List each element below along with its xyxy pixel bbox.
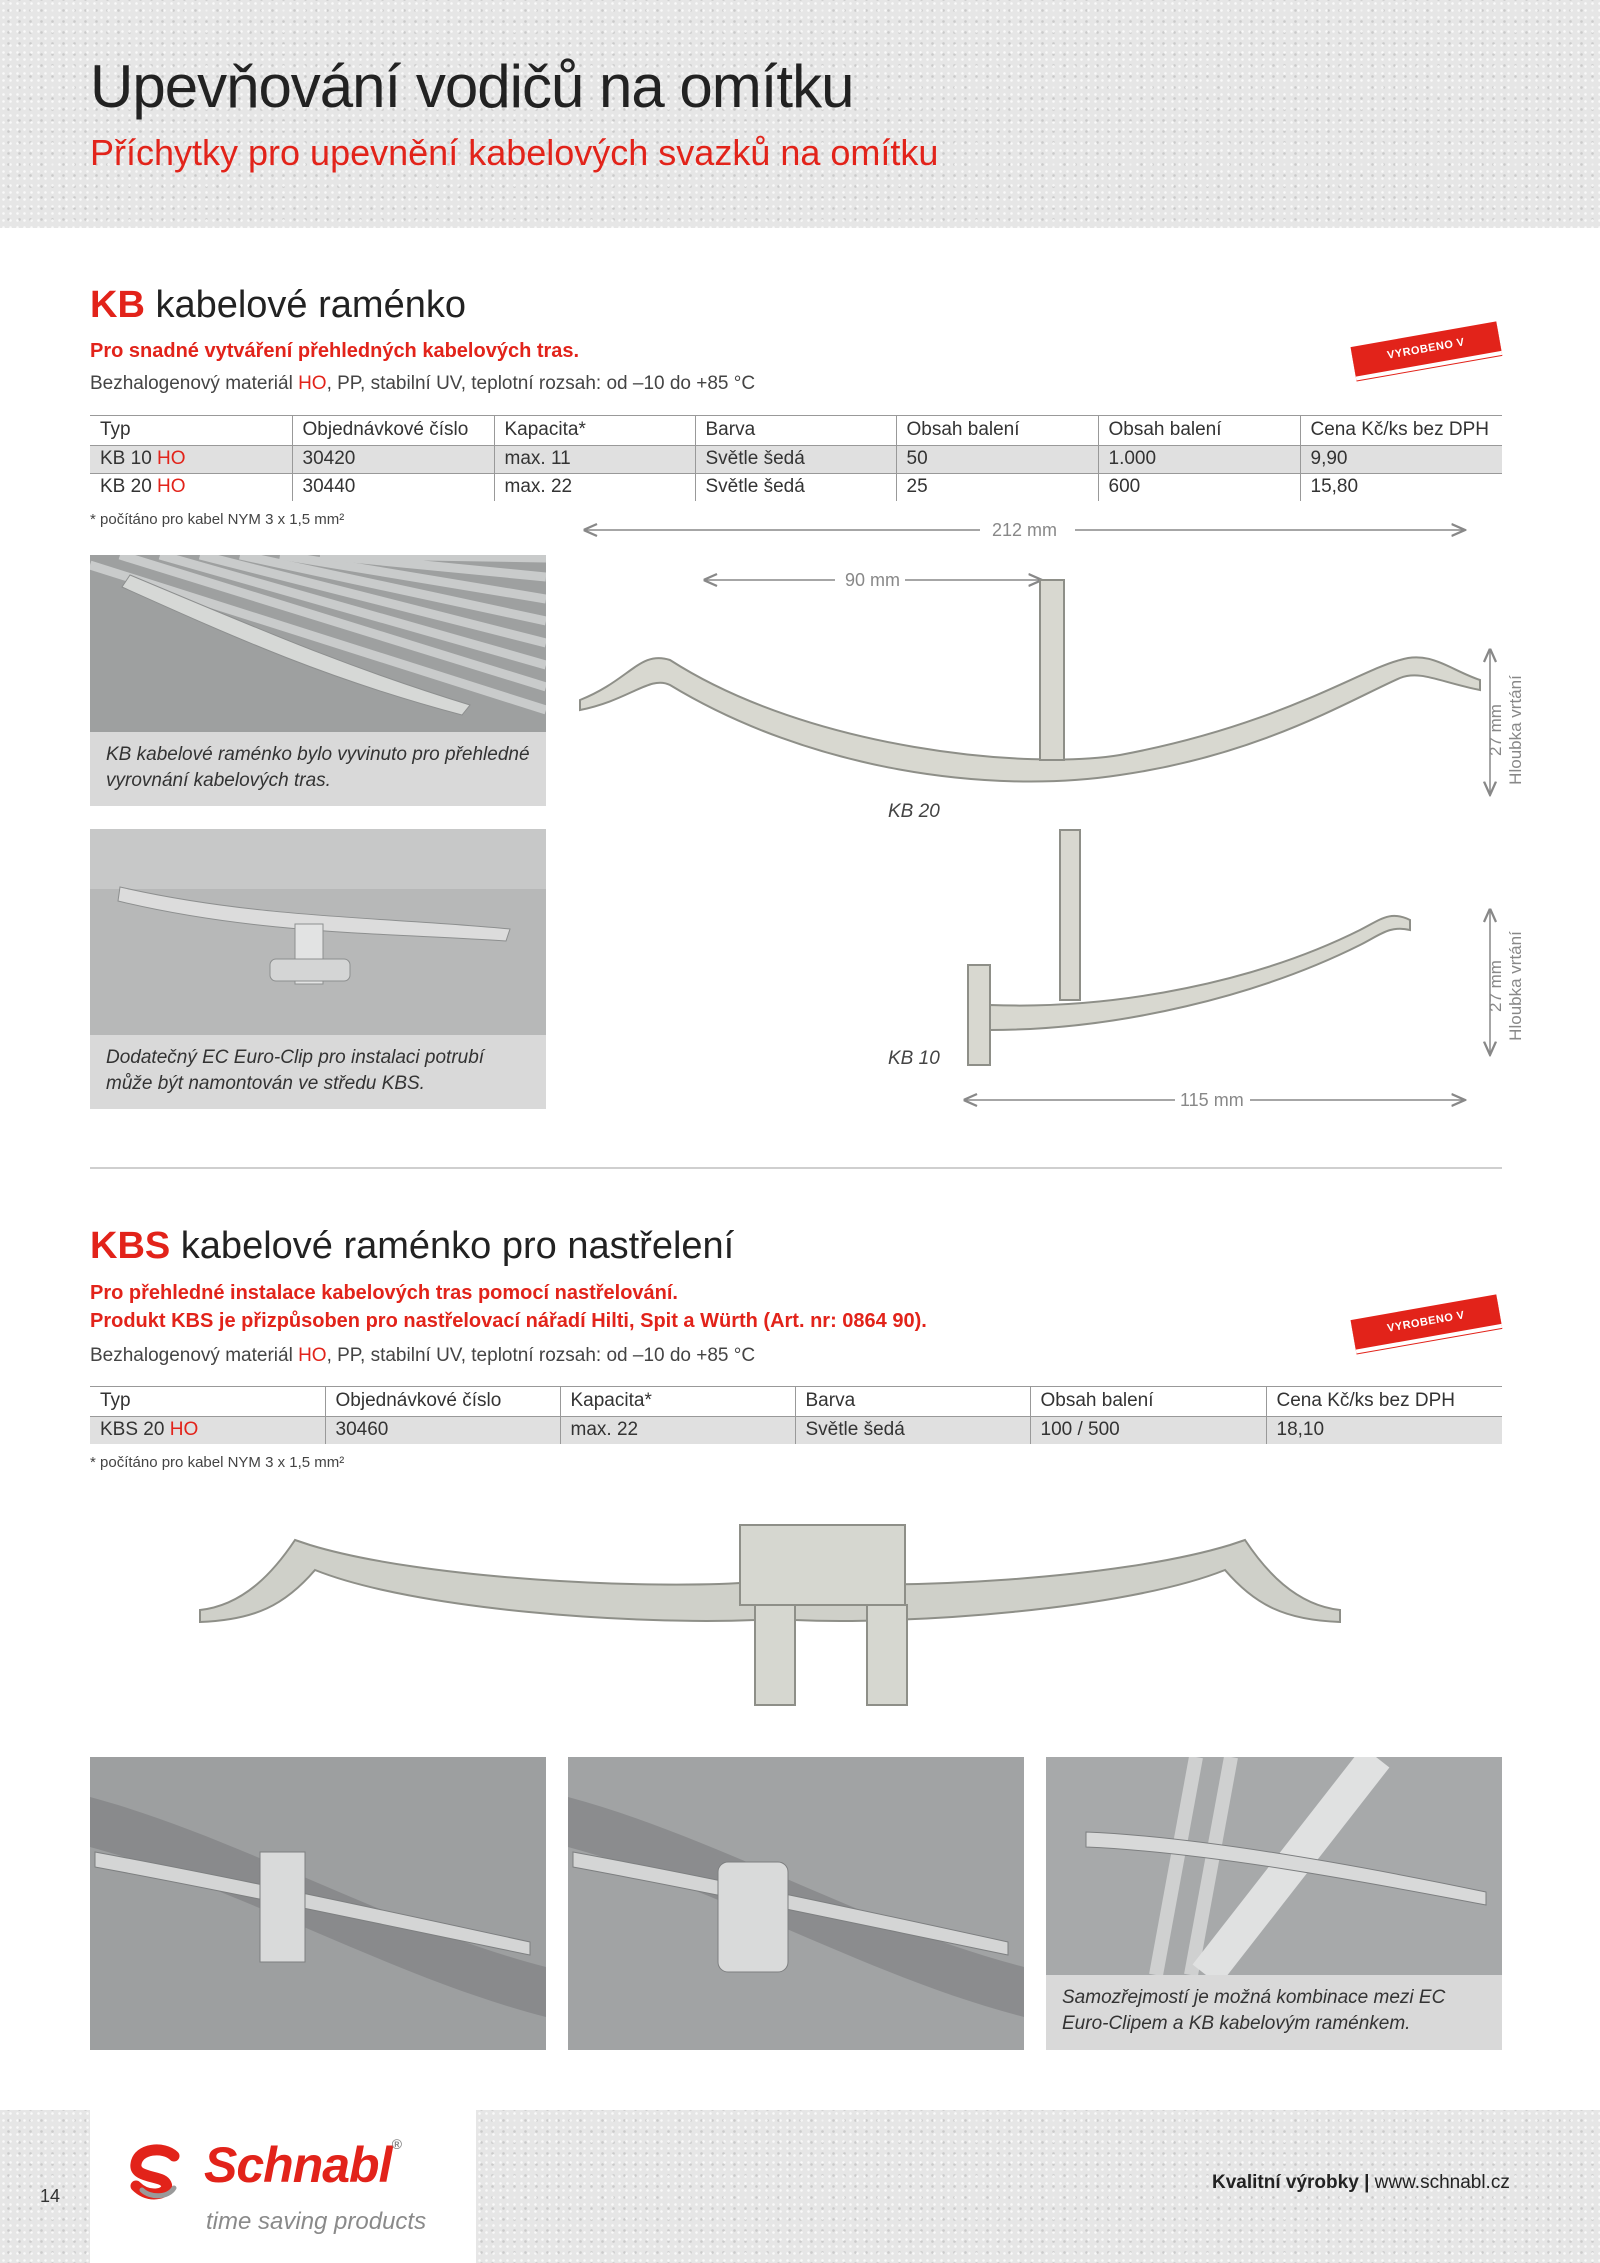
kbs-material-ho: HO xyxy=(298,1345,327,1366)
kb-photo-ceiling-caption: KB kabelové raménko bylo vyvinuto pro přehledné vyrovnání kabelových tras. xyxy=(90,732,546,806)
page-subtitle: Příchytky pro upevnění kabelových svazků na omítku xyxy=(90,132,939,173)
kbs-name: kabelové raménko pro nastřelení xyxy=(180,1225,735,1267)
brand-slogan: time saving products xyxy=(206,2208,427,2235)
cell-kapacita: max. 11 xyxy=(494,446,695,474)
kbs-material-suffix: , PP, stabilní UV, teplotní rozsah: od –10 do +85 °C xyxy=(326,1345,756,1366)
cell-cislo: 30460 xyxy=(325,1417,560,1445)
table-row xyxy=(90,1417,1502,1445)
cell-cena: 15,80 xyxy=(1300,474,1502,502)
depth-1-label: Hloubka vrtání xyxy=(1506,675,1525,785)
cell-cislo: 30440 xyxy=(292,474,494,502)
depth-1-value: 27 mm xyxy=(1486,704,1505,756)
kb-tagline: Pro snadné vytváření přehledných kabelových tras. xyxy=(90,340,580,362)
cell-typ xyxy=(90,446,292,474)
kbs-th-kapacita: Kapacita* xyxy=(560,1387,795,1417)
cell-obsah1: 25 xyxy=(896,474,1098,502)
section-divider xyxy=(90,1167,1502,1169)
kbs-photo-concrete-2 xyxy=(568,1757,1024,2050)
made-in-austria-badge: VYROBENO V RAKOUSKU xyxy=(1351,1294,1502,1349)
kb-table-header xyxy=(90,416,1502,446)
kb-th-kapacita: Kapacita* xyxy=(494,416,695,446)
cell-cislo: 30420 xyxy=(292,446,494,474)
dim-depth-2 xyxy=(1486,916,1526,1056)
cell-obsah2: 600 xyxy=(1098,474,1300,502)
kb20-label: KB 20 xyxy=(888,801,940,822)
euroclip-illustration xyxy=(90,829,546,1035)
cell-barva: Světle šedá xyxy=(695,474,896,502)
kb-footnote: * počítáno pro kabel NYM 3 x 1,5 mm² xyxy=(90,511,345,528)
kb-material-prefix: Bezhalogenový materiál xyxy=(90,373,299,394)
kbs-photo-concrete-1 xyxy=(90,1757,546,2050)
kb-photo-ceiling xyxy=(90,555,546,732)
ho-mark: HO xyxy=(157,448,186,469)
kb-material-suffix: , PP, stabilní UV, teplotní rozsah: od –10 do +85 °C xyxy=(326,373,756,394)
cell-kapacita: max. 22 xyxy=(560,1417,795,1445)
kb-photo-euroclip xyxy=(90,829,546,1035)
cell-obsah1: 50 xyxy=(896,446,1098,474)
footer-separator: | xyxy=(1364,2172,1370,2193)
dim-half-length: 90 mm xyxy=(845,570,901,590)
depth-2-label: Hloubka vrtání xyxy=(1506,931,1525,1041)
kbs-section-heading xyxy=(90,1225,734,1268)
website-link[interactable]: www.schnabl.cz xyxy=(1374,2172,1510,2193)
kbs-tagline-1: Pro přehledné instalace kabelových tras pomocí nastřelování. xyxy=(90,1282,678,1304)
kbs-code: KBS xyxy=(90,1225,171,1267)
kb-th-obsah1: Obsah balení xyxy=(896,416,1098,446)
kb-th-typ: Typ xyxy=(90,416,292,446)
kbs-th-typ: Typ xyxy=(90,1387,325,1417)
kb-technical-drawing xyxy=(560,510,1570,1110)
cell-cena: 18,10 xyxy=(1266,1417,1502,1445)
kb-code: KB xyxy=(90,284,145,326)
kbs-footnote: * počítáno pro kabel NYM 3 x 1,5 mm² xyxy=(90,1454,345,1471)
concrete-euroclip-illustration xyxy=(568,1757,1024,2050)
table-row xyxy=(90,474,1502,502)
cable-bundle-illustration xyxy=(90,555,546,732)
dim-total-length: 212 mm xyxy=(992,520,1058,540)
typ-value: KBS 20 xyxy=(100,1419,165,1440)
kb-th-obsah2: Obsah balení xyxy=(1098,416,1300,446)
kbs-photo-combination xyxy=(1046,1757,1502,1975)
brand-registered-mark: ® xyxy=(391,2136,401,2152)
kb-material xyxy=(90,373,755,395)
kb-name: kabelové raménko xyxy=(155,284,466,326)
kb-th-barva: Barva xyxy=(695,416,896,446)
kbs-photo-combination-caption: Samozřejmostí je možná kombinace mezi EC Euro-Clipem a KB kabelovým raménkem. xyxy=(1046,1975,1502,2050)
dim-kb10-width: 115 mm xyxy=(1180,1090,1244,1110)
kbs-tagline-2: Produkt KBS je přizpůsoben pro nastřelovací nářadí Hilti, Spit a Würth (Art. nr: 0864 90). xyxy=(90,1310,927,1332)
kb-material-ho: HO xyxy=(298,373,327,394)
dim-depth-1 xyxy=(1486,660,1526,800)
kbs-th-cena: Cena Kč/ks bez DPH xyxy=(1266,1387,1502,1417)
kb-spec-table xyxy=(90,415,1502,501)
cell-obsah2: 1.000 xyxy=(1098,446,1300,474)
typ-value: KB 20 xyxy=(100,476,152,497)
table-row xyxy=(90,446,1502,474)
kbs-th-obsah: Obsah balení xyxy=(1030,1387,1266,1417)
made-in-austria-badge: VYROBENO V RAKOUSKU xyxy=(1351,321,1502,376)
brand-text: Schnabl xyxy=(204,2137,392,2193)
kb-photo-euroclip-caption: Dodatečný EC Euro-Clip pro instalaci potrubí může být namontován ve středu KBS. xyxy=(90,1035,546,1109)
schnabl-logo-icon xyxy=(124,2140,188,2204)
kbs-th-barva: Barva xyxy=(795,1387,1030,1417)
brand-name xyxy=(204,2136,401,2194)
depth-2-value: 27 mm xyxy=(1486,960,1505,1012)
combination-illustration xyxy=(1046,1757,1502,1975)
kbs-product-illustration xyxy=(195,1510,1345,1720)
kbs-spec-table xyxy=(90,1386,1502,1444)
page-number: 14 xyxy=(40,2186,61,2206)
kbs-table-header xyxy=(90,1387,1502,1417)
quality-label: Kvalitní výrobky xyxy=(1212,2172,1359,2193)
cell-kapacita: max. 22 xyxy=(494,474,695,502)
cell-obsah: 100 / 500 xyxy=(1030,1417,1266,1445)
concrete-mount-illustration xyxy=(90,1757,546,2050)
kbs-material xyxy=(90,1345,755,1367)
ho-mark: HO xyxy=(169,1419,199,1440)
cell-typ xyxy=(90,1417,325,1445)
kb-th-cena: Cena Kč/ks bez DPH xyxy=(1300,416,1502,446)
cell-typ xyxy=(90,474,292,502)
kb-section-heading xyxy=(90,284,466,327)
cell-barva: Světle šedá xyxy=(695,446,896,474)
kb10-label: KB 10 xyxy=(888,1048,940,1069)
footer-tagline xyxy=(1212,2172,1510,2194)
cell-cena: 9,90 xyxy=(1300,446,1502,474)
kb-th-cislo: Objednávkové číslo xyxy=(292,416,494,446)
ho-mark: HO xyxy=(157,476,186,497)
typ-value: KB 10 xyxy=(100,448,152,469)
cell-barva: Světle šedá xyxy=(795,1417,1030,1445)
page-title: Upevňování vodičů na omítku xyxy=(90,53,854,120)
kbs-th-cislo: Objednávkové číslo xyxy=(325,1387,560,1417)
kbs-material-prefix: Bezhalogenový materiál xyxy=(90,1345,299,1366)
